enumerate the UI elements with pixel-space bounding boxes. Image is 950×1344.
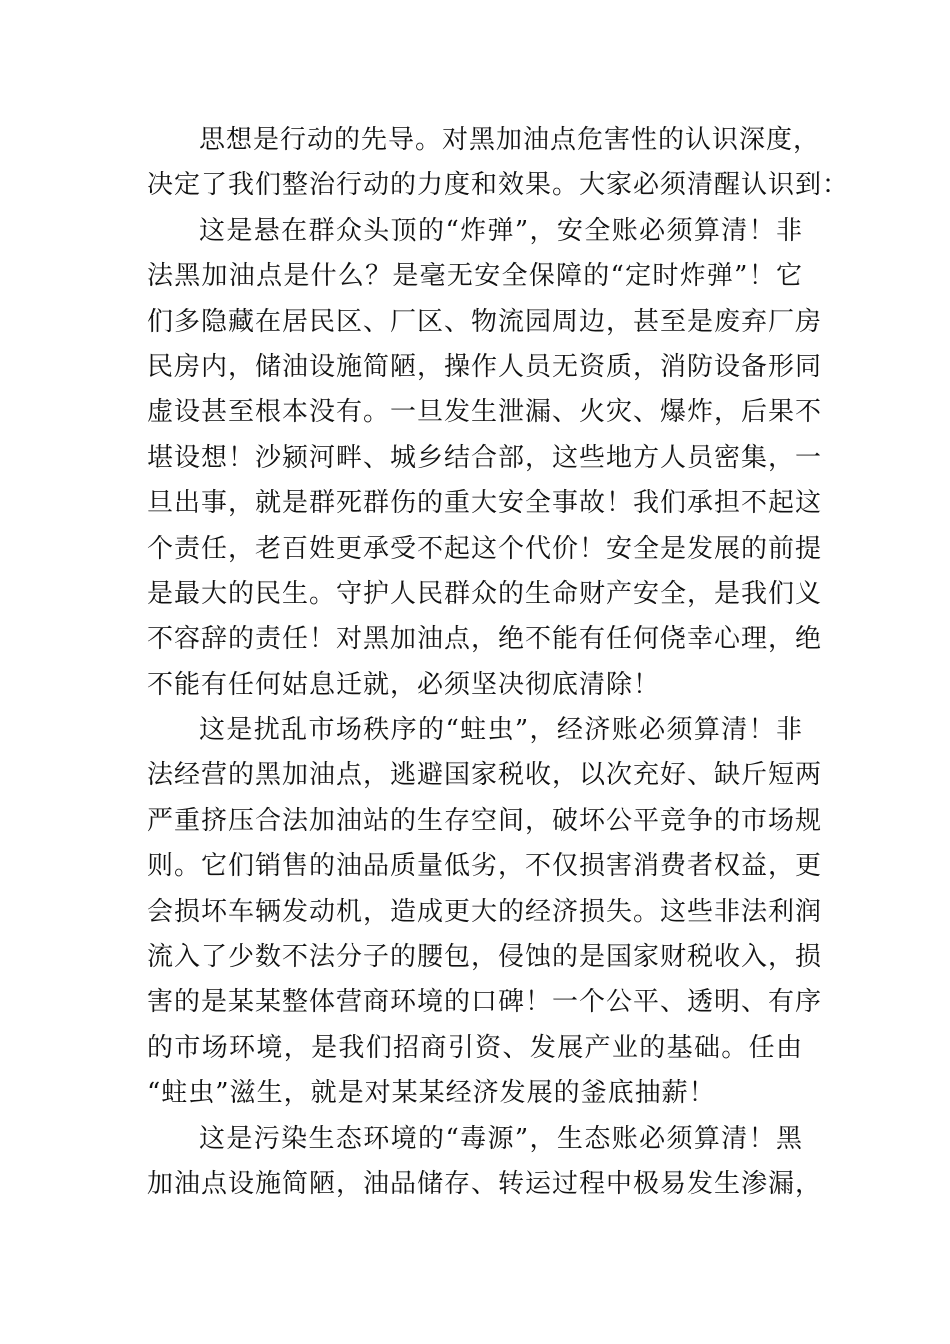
text-line: “蛀虫”滋生，就是对某某经济发展的釜底抽薪！ <box>147 1078 716 1109</box>
text-line: 这是悬在群众头顶的“炸弹”，安全账必须算清！非 <box>199 215 803 246</box>
paragraph-ecology <box>147 1117 823 1208</box>
text-line: 的市场环境，是我们招商引资、发展产业的基础。任由 <box>147 1032 803 1063</box>
text-line: 个责任，老百姓更承受不起这个代价！安全是发展的前提 <box>147 533 823 564</box>
text-line: 则。它们销售的油品质量低劣，不仅损害消费者权益，更 <box>147 851 823 882</box>
text-line: 不能有任何姑息迁就，必须坚决彻底清除！ <box>147 669 661 700</box>
paragraph-intro <box>147 118 850 209</box>
text-line: 决定了我们整治行动的力度和效果。大家必须清醒认识到： <box>147 170 850 201</box>
text-line: 们多隐藏在居民区、厂区、物流园周边，甚至是废弃厂房 <box>147 306 823 337</box>
text-line: 旦出事，就是群死群伤的重大安全事故！我们承担不起这 <box>147 488 823 519</box>
text-line: 流入了少数不法分子的腰包，侵蚀的是国家财税收入，损 <box>147 942 823 973</box>
text-line: 会损坏车辆发动机，造成更大的经济损失。这些非法利润 <box>147 896 823 927</box>
text-line: 民房内，储油设施简陋，操作人员无资质，消防设备形同 <box>147 351 823 382</box>
text-line: 法黑加油点是什么？是毫无安全保障的“定时炸弹”！它 <box>147 261 803 292</box>
text-line: 严重挤压合法加油站的生存空间，破坏公平竞争的市场规 <box>147 805 823 836</box>
paragraph-safety <box>147 209 823 708</box>
text-line: 堪设想！沙颍河畔、城乡结合部，这些地方人员密集，一 <box>147 442 823 473</box>
body-text <box>147 118 850 1207</box>
text-line: 加油点设施简陋，油品储存、转运过程中极易发生渗漏， <box>147 1168 823 1199</box>
text-line: 害的是某某整体营商环境的口碑！一个公平、透明、有序 <box>147 987 823 1018</box>
text-line: 这是污染生态环境的“毒源”，生态账必须算清！黑 <box>199 1123 803 1154</box>
text-line: 是最大的民生。守护人民群众的生命财产安全，是我们义 <box>147 578 823 609</box>
text-line: 虚设甚至根本没有。一旦发生泄漏、火灾、爆炸，后果不 <box>147 397 823 428</box>
text-line: 不容辞的责任！对黑加油点，绝不能有任何侥幸心理，绝 <box>147 624 823 655</box>
text-line: 这是扰乱市场秩序的“蛀虫”，经济账必须算清！非 <box>199 715 803 746</box>
paragraph-economy <box>147 708 823 1117</box>
text-line: 法经营的黑加油点，逃避国家税收，以次充好、缺斤短两 <box>147 760 823 791</box>
text-line: 思想是行动的先导。对黑加油点危害性的认识深度， <box>199 125 821 155</box>
